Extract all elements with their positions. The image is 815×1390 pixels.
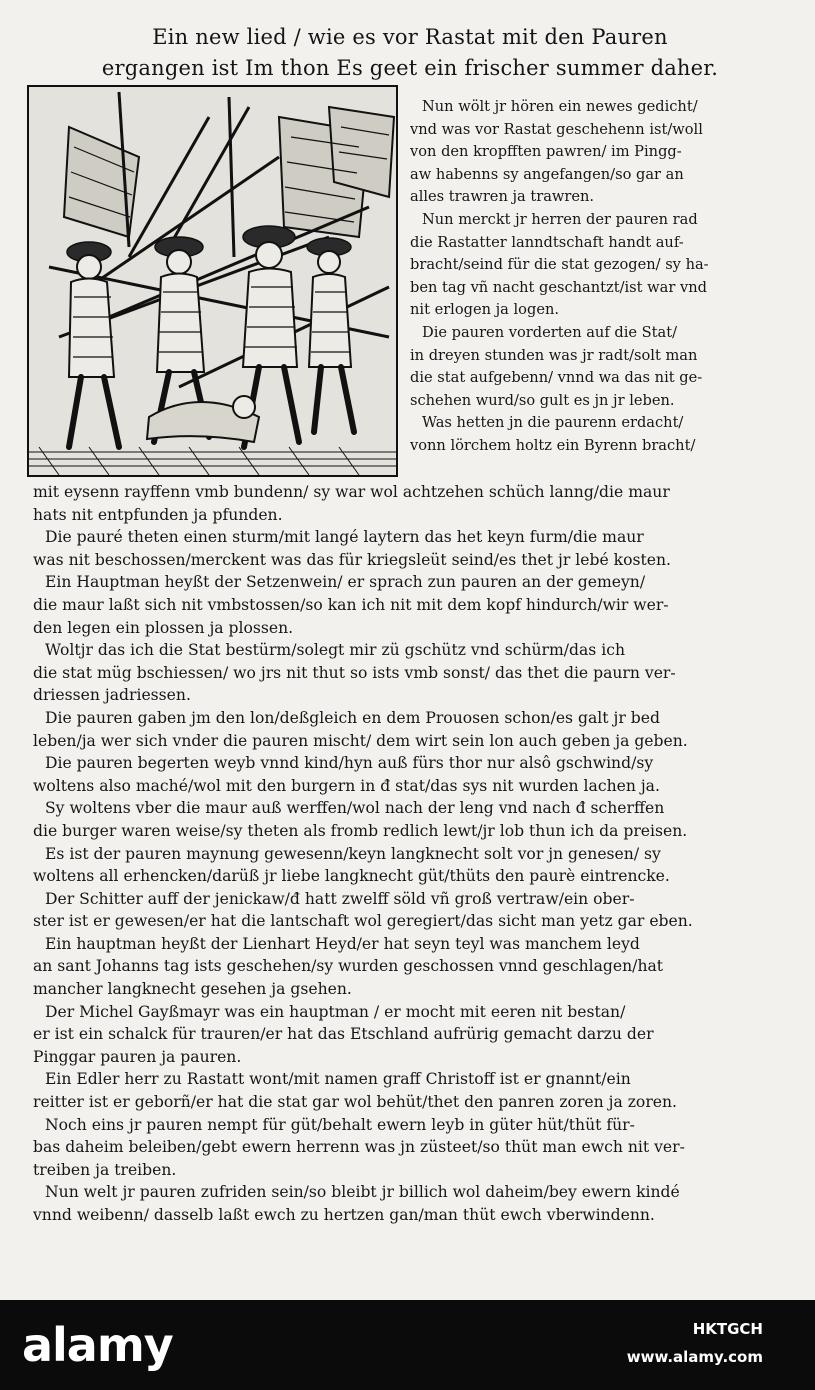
verse-line: Die pauré theten einen sturm/mit langé laytern das het keyn furm/die maur	[45, 528, 644, 547]
site-url: www.alamy.com	[626, 1348, 763, 1366]
verse-line: vnnd weibenn/ dasselb laßt ewch zu hertzen gan/man thüt ewch vberwindenn.	[33, 1206, 655, 1224]
verse-line: Nun welt jr pauren zufriden sein/so bleibt jr billich wol daheim/bey ewern kindé	[45, 1183, 680, 1202]
verse-line: reitter ist er geborñ/er hat die stat gar wol behüt/thet den panren zoren ja zoren.	[33, 1093, 677, 1112]
verse-line: die stat aufgebenn/ vnnd wa das nit ge-	[410, 369, 703, 387]
page-title	[60, 22, 760, 84]
verse-line: ben tag vñ nacht geschantzt/ist war vnd	[410, 278, 707, 296]
verse-line: leben/ja wer sich vnder die pauren mischt/ dem wirt sein lon auch geben ja geben.	[33, 731, 688, 750]
verse-line: die burger waren weise/sy theten als fromb redlich lewt/jr lob thun ich da preisen.	[33, 821, 688, 840]
verse-line: Der Michel Gayßmayr was ein hauptman / er mocht mit eeren nit bestan/	[45, 1002, 626, 1021]
verse-column-right	[410, 96, 795, 458]
verse-line: Die pauren begerten weyb vnnd kind/hyn auß fürs thor nur alsô gschwind/sy	[45, 754, 654, 773]
verse-line: alles trawren ja trawren.	[410, 188, 595, 206]
verse-line: Woltjr das ich die Stat bestürm/solegt mir zü gschütz vnd schürm/das ich	[45, 641, 626, 660]
verse-line: treiben ja treiben.	[33, 1160, 177, 1179]
verse-body	[33, 481, 795, 1227]
verse-line: Ein Edler herr zu Rastatt wont/mit namen graff Christoff ist er gnannt/ein	[45, 1070, 631, 1089]
verse-line: was nit beschossen/merckent was das für kriegsleüt seind/es thet jr lebé kosten.	[33, 550, 671, 569]
woodcut-illustration	[27, 85, 398, 477]
verse-line: den legen ein plossen ja plossen.	[33, 618, 294, 637]
verse-line: Sy woltens vber die maur auß werffen/wol nach der leng vnd nach đ scherffen	[45, 799, 665, 818]
verse-line: nit erlogen ja logen.	[410, 301, 559, 319]
brand-logo: alamy	[22, 1318, 173, 1372]
verse-line: Was hetten jn die paurenn erdacht/	[422, 414, 684, 432]
watermark-footer	[0, 1300, 815, 1390]
verse-line: an sant Johanns tag ists geschehen/sy wurden geschossen vnnd geschlagen/hat	[33, 957, 664, 976]
verse-line: vonn lörchem holtz ein Byrenn bracht/	[410, 436, 696, 454]
stock-image-id: HKTGCH	[692, 1320, 763, 1338]
verse-line: er ist ein schalck für trauren/er hat das Etschland aufrürig gemacht darzu der	[33, 1025, 654, 1044]
verse-line: bracht/seind für die stat gezogen/ sy ha-	[410, 256, 709, 274]
verse-line: Ein Hauptman heyßt der Setzenwein/ er sprach zun pauren an der gemeyn/	[45, 573, 646, 592]
verse-line: von den kropfften pawren/ im Pingg-	[410, 143, 682, 161]
verse-line: Die pauren gaben jm den lon/deßgleich en dem Prouosen schon/es galt jr bed	[45, 708, 660, 727]
verse-line: hats nit entpfunden ja pfunden.	[33, 505, 283, 524]
verse-line: Ein hauptman heyßt der Lienhart Heyd/er hat seyn teyl was manchem leyd	[45, 934, 640, 953]
verse-line: die maur laßt sich nit vmbstossen/so kan ich nit mit dem kopf hindurch/wir wer-	[33, 595, 669, 614]
verse-line: driessen jadriessen.	[33, 686, 191, 705]
verse-line: aw habenns sy angefangen/so gar an	[410, 165, 684, 183]
verse-line: ster ist er gewesen/er hat die lantschaft wol geregiert/das sicht man yetz gar eben.	[33, 912, 693, 931]
title-line-2: ergangen ist Im thon Es geet ein frischer summer daher.	[101, 56, 719, 80]
verse-line: Noch eins jr pauren nempt für güt/behalt ewern leyb in güter hüt/thüt für-	[45, 1115, 635, 1134]
verse-line: mit eysenn rayffenn vmb bundenn/ sy war wol achtzehen schüch lanng/die maur	[33, 483, 670, 501]
verse-line: Nun merckt jr herren der pauren rad	[422, 210, 698, 228]
verse-line: Die pauren vorderten auf die Stat/	[422, 323, 678, 341]
battle-scene-image	[29, 87, 396, 475]
verse-line: Pinggar pauren ja pauren.	[33, 1047, 242, 1066]
verse-line: in dreyen stunden was jr radt/solt man	[410, 346, 698, 364]
title-line-1: Ein new lied / wie es vor Rastat mit den Pauren	[152, 25, 668, 49]
verse-line: woltens also maché/wol mit den burgern in đ stat/das sys nit wurden lachen ja.	[33, 776, 660, 795]
verse-line: woltens all erhencken/darüß jr liebe langknecht güt/thüts den paurè eintrencke.	[33, 867, 670, 886]
verse-line: die Rastatter lanndtschaft handt auf-	[410, 233, 684, 251]
verse-line: die stat müg bschiessen/ wo jrs nit thut so ists vmb sonst/ das thet die paurn ver-	[33, 663, 676, 682]
verse-line: Nun wölt jr hören ein newes gedicht/	[422, 98, 698, 115]
verse-line: schehen wurd/so gult es jn jr leben.	[410, 391, 675, 409]
verse-line: vnd was vor Rastat geschehenn ist/woll	[410, 120, 703, 138]
verse-line: Es ist der pauren maynung gewesenn/keyn langknecht solt vor jn genesen/ sy	[45, 844, 661, 863]
verse-line: Der Schitter auff der jenickaw/đ hatt zwelff söld vñ groß vertraw/ein ober-	[45, 889, 635, 908]
verse-line: mancher langknecht gesehen ja gsehen.	[33, 980, 352, 999]
verse-line: bas daheim beleiben/gebt ewern herrenn was jn züsteet/so thüt man ewch nit ver-	[33, 1138, 685, 1157]
